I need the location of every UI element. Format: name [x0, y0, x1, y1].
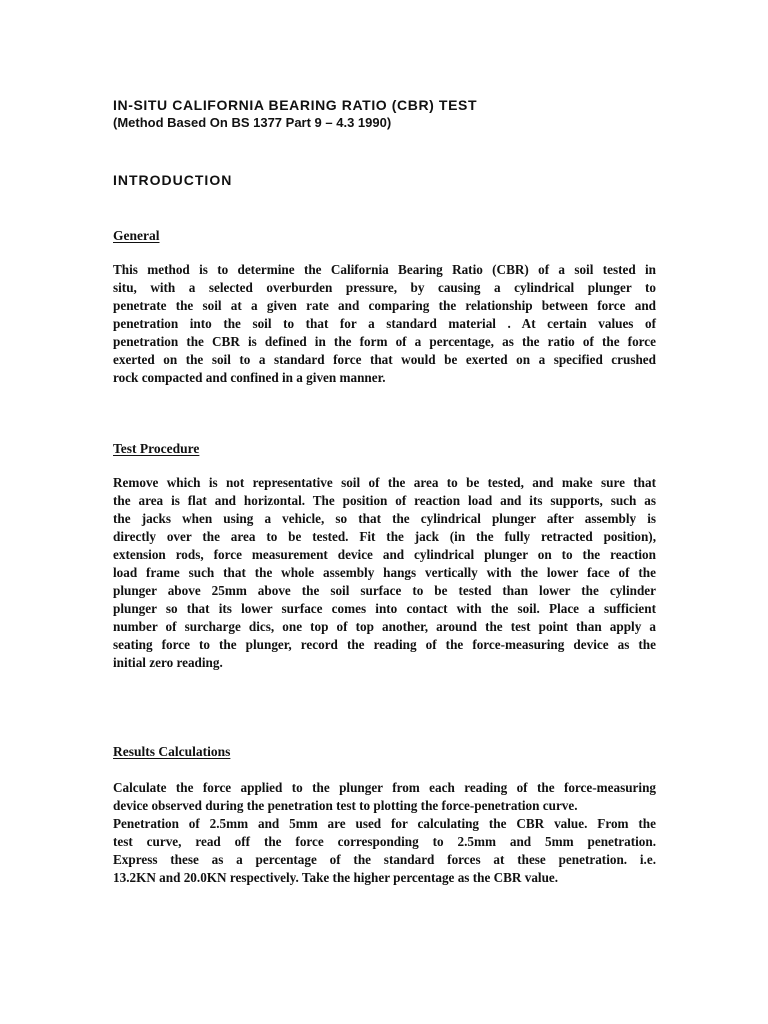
paragraph-line: penetration into the soil to that for a standard material . At certain values of — [113, 316, 656, 331]
paragraph-line: exerted on the soil to a standard force that would be exerted on a specified crushed — [113, 352, 656, 367]
section-heading-general: General — [113, 228, 160, 243]
section-heading-test-procedure: Test Procedure — [113, 441, 200, 456]
paragraph-results-calculations — [113, 779, 656, 887]
paragraph-line: the jacks when using a vehicle, so that the cylindrical plunger after assembly is — [113, 511, 656, 526]
paragraph-line: Remove which is not representative soil of the area to be tested, and make sure that — [113, 475, 656, 490]
paragraph-line: 13.2KN and 20.0KN respectively. Take the higher percentage as the CBR value. — [113, 870, 559, 885]
paragraph-line: This method is to determine the California Bearing Ratio (CBR) of a soil tested in — [113, 262, 656, 277]
introduction-heading: INTRODUCTION — [113, 172, 233, 188]
paragraph-line: device observed during the penetration test to plotting the force-penetration curve. — [113, 798, 578, 813]
paragraph-line: plunger above 25mm above the soil surface to be tested than lower the cylinder — [113, 583, 656, 598]
paragraph-line: load frame such that the whole assembly hangs vertically with the lower face of the — [113, 565, 656, 580]
paragraph-line: penetrate the soil at a given rate and comparing the relationship between force and — [113, 298, 656, 313]
document-title: IN-SITU CALIFORNIA BEARING RATIO (CBR) TEST — [113, 97, 478, 113]
section-heading-results-calculations: Results Calculations — [113, 744, 231, 759]
paragraph-line: number of surcharge dics, one top of top another, around the test point than apply a — [113, 619, 656, 634]
paragraph-line: penetration the CBR is defined in the form of a percentage, as the ratio of the force — [113, 334, 656, 349]
paragraph-line: Penetration of 2.5mm and 5mm are used for calculating the CBR value. From the — [113, 816, 656, 831]
paragraph-line: rock compacted and confined in a given manner. — [113, 370, 386, 385]
paragraph-line: the area is flat and horizontal. The position of reaction load and its supports, such as — [113, 493, 656, 508]
paragraph-line: test curve, read off the force corresponding to 2.5mm and 5mm penetration. — [113, 834, 656, 849]
paragraph-test-procedure — [113, 474, 656, 672]
document-subtitle: (Method Based On BS 1377 Part 9 – 4.3 1990) — [113, 115, 392, 130]
paragraph-line: Calculate the force applied to the plunger from each reading of the force-measuring — [113, 780, 656, 795]
paragraph-line: directly over the area to be tested. Fit the jack (in the fully retracted position), — [113, 529, 656, 544]
paragraph-line: plunger so that its lower surface comes into contact with the soil. Place a sufficient — [113, 601, 656, 616]
paragraph-line: extension rods, force measurement device and cylindrical plunger on to the reaction — [113, 547, 656, 562]
paragraph-general — [113, 261, 656, 387]
paragraph-line: seating force to the plunger, record the reading of the force-measuring device as the — [113, 637, 656, 652]
paragraph-line: Express these as a percentage of the standard forces at these penetration. i.e. — [113, 852, 656, 867]
paragraph-line: situ, with a selected overburden pressure, by causing a cylindrical plunger to — [113, 280, 656, 295]
paragraph-line: initial zero reading. — [113, 655, 223, 670]
